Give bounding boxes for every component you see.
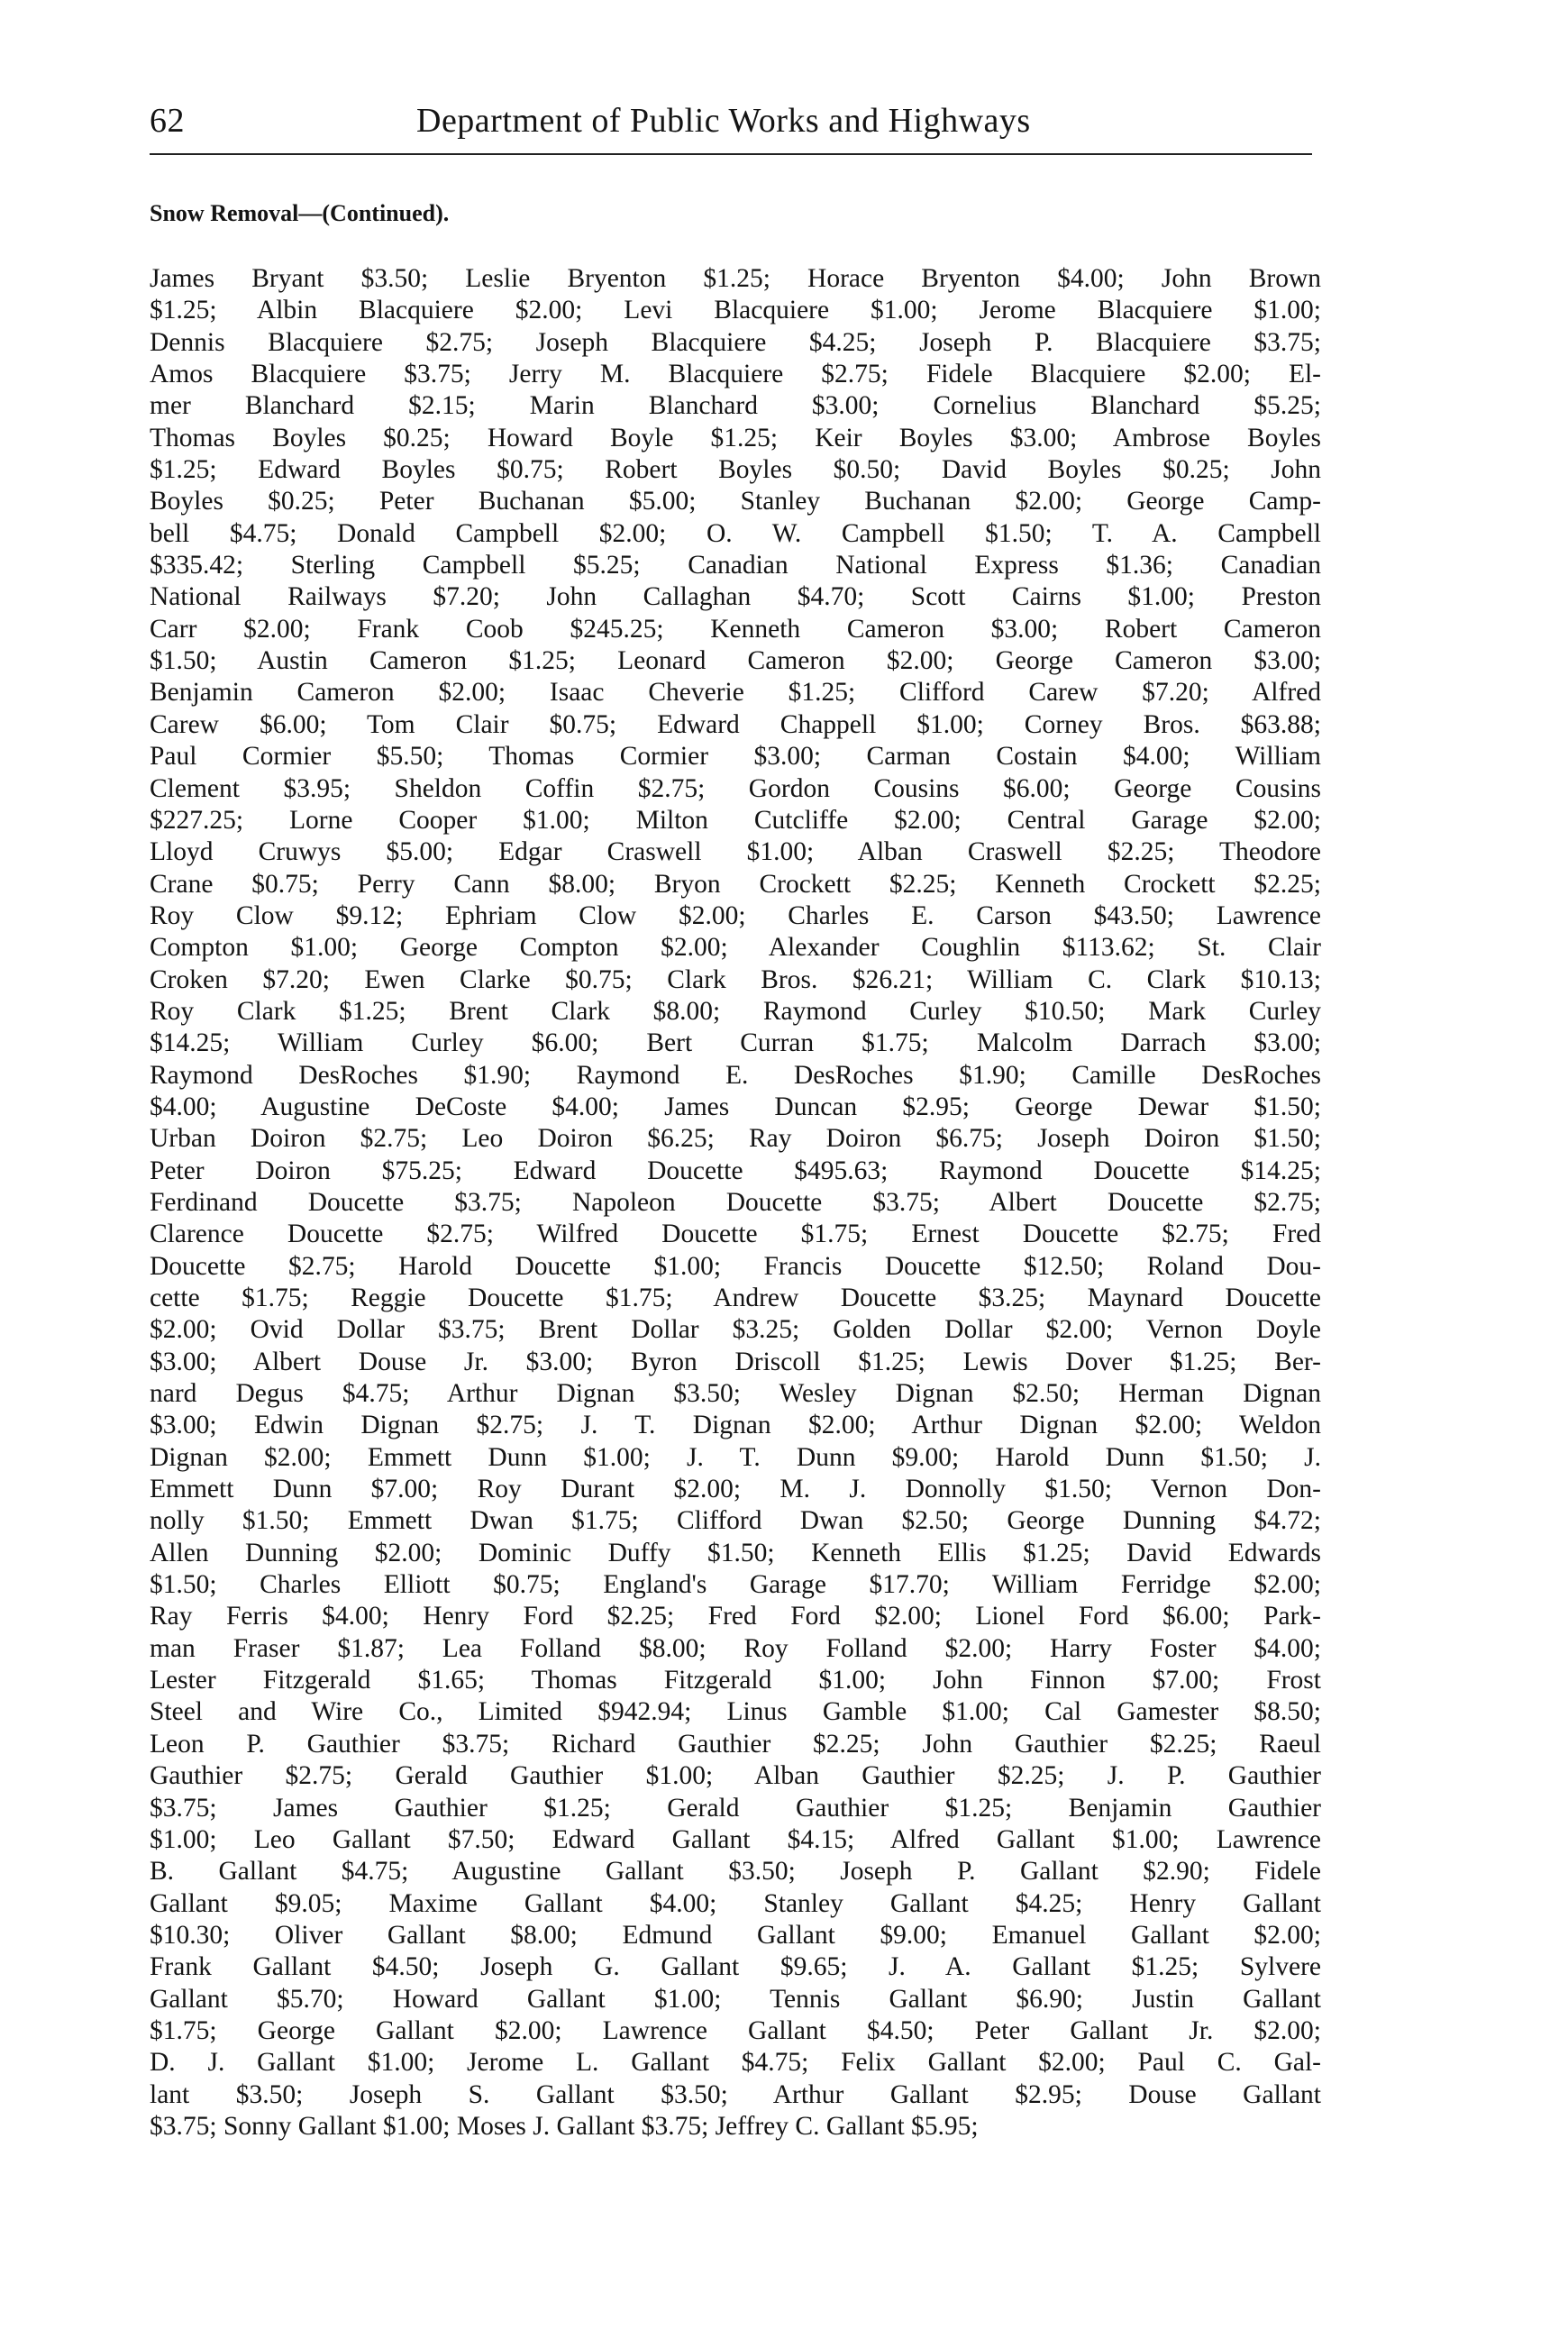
text-line: James Bryant $3.50; Leslie Bryenton $1.25; Horace Bryenton $4.00; John Brown xyxy=(150,264,1321,293)
text-line: $2.00; Ovid Dollar $3.75; Brent Dollar $3.25; Golden Dollar $2.00; Vernon Doyle xyxy=(150,1315,1321,1345)
text-line: nard Degus $4.75; Arthur Dignan $3.50; Wesley Dignan $2.50; Herman Dignan xyxy=(150,1379,1321,1409)
text-line: man Fraser $1.87; Lea Folland $8.00; Roy Folland $2.00; Harry Foster $4.00; xyxy=(150,1633,1321,1663)
text-line: cette $1.75; Reggie Doucette $1.75; Andrew Doucette $3.25; Maynard Doucette xyxy=(150,1284,1321,1312)
text-line: $335.42; Sterling Campbell $5.25; Canadian National Express $1.36; Canadian xyxy=(150,551,1321,580)
text-line: Compton $1.00; George Compton $2.00; Alexander Coughlin $113.62; St. Clair xyxy=(150,933,1321,963)
text-line: $10.30; Oliver Gallant $8.00; Edmund Gallant $9.00; Emanuel Gallant $2.00; xyxy=(150,1920,1321,1950)
text-line: Steel and Wire Co., Limited $942.94; Linus Gamble $1.00; Cal Gamester $8.50; xyxy=(150,1697,1321,1727)
running-title: Department of Public Works and Highways xyxy=(416,102,1031,140)
text-line: Emmett Dunn $7.00; Roy Durant $2.00; M. J. Donnolly $1.50; Vernon Don- xyxy=(150,1475,1321,1504)
text-line: Gallant $9.05; Maxime Gallant $4.00; Stanley Gallant $4.25; Henry Gallant xyxy=(150,1888,1321,1918)
text-line: B. Gallant $4.75; Augustine Gallant $3.50; Joseph P. Gallant $2.90; Fidele xyxy=(150,1857,1321,1887)
text-line: Amos Blacquiere $3.75; Jerry M. Blacquiere $2.75; Fidele Blacquiere $2.00; El- xyxy=(150,360,1321,389)
text-line: Ray Ferris $4.00; Henry Ford $2.25; Fred Ford $2.00; Lionel Ford $6.00; Park- xyxy=(150,1602,1321,1631)
running-head xyxy=(150,101,1321,155)
header-rule xyxy=(150,153,1312,155)
text-line: Paul Cormier $5.50; Thomas Cormier $3.00; Carman Costain $4.00; William xyxy=(150,742,1321,772)
text-line: nolly $1.50; Emmett Dwan $1.75; Clifford Dwan $2.50; George Dunning $4.72; xyxy=(150,1506,1321,1536)
text-line: Peter Doiron $75.25; Edward Doucette $495.63; Raymond Doucette $14.25; xyxy=(150,1156,1321,1185)
text-line: mer Blanchard $2.15; Marin Blanchard $3.00; Cornelius Blanchard $5.25; xyxy=(150,391,1321,421)
text-line: Allen Dunning $2.00; Dominic Duffy $1.50; Kenneth Ellis $1.25; David Edwards xyxy=(150,1538,1321,1567)
text-line: bell $4.75; Donald Campbell $2.00; O. W. Campbell $1.50; T. A. Campbell xyxy=(150,518,1321,548)
text-line: $3.75; Sonny Gallant $1.00; Moses J. Gallant $3.75; Jeffrey C. Gallant $5.95; xyxy=(150,2111,979,2141)
text-line: Ferdinand Doucette $3.75; Napoleon Doucette $3.75; Albert Doucette $2.75; xyxy=(150,1187,1321,1217)
text-line: Boyles $0.25; Peter Buchanan $5.00; Stanley Buchanan $2.00; George Camp- xyxy=(150,487,1321,516)
text-line: D. J. Gallant $1.00; Jerome L. Gallant $4.75; Felix Gallant $2.00; Paul C. Gal- xyxy=(150,2048,1321,2078)
text-line: lant $3.50; Joseph S. Gallant $3.50; Arthur Gallant $2.95; Douse Gallant xyxy=(150,2079,1321,2109)
text-line: Thomas Boyles $0.25; Howard Boyle $1.25; Keir Boyles $3.00; Ambrose Boyles xyxy=(150,423,1321,452)
text-line: $1.50; Charles Elliott $0.75; England's Garage $17.70; William Ferridge $2.00; xyxy=(150,1570,1321,1600)
text-line: Raymond DesRoches $1.90; Raymond E. DesRoches $1.90; Camille DesRoches xyxy=(150,1060,1321,1090)
text-line: Leon P. Gauthier $3.75; Richard Gauthier $2.25; John Gauthier $2.25; Raeul xyxy=(150,1729,1321,1759)
section-title: Snow Removal—(Continued). xyxy=(150,200,450,226)
text-line: $14.25; William Curley $6.00; Bert Curran $1.75; Malcolm Darrach $3.00; xyxy=(150,1028,1321,1058)
text-line: Gauthier $2.75; Gerald Gauthier $1.00; Alban Gauthier $2.25; J. P. Gauthier xyxy=(150,1761,1321,1791)
text-line: $1.25; Edward Boyles $0.75; Robert Boyles $0.50; David Boyles $0.25; John xyxy=(150,455,1321,485)
text-line: Benjamin Cameron $2.00; Isaac Cheverie $1.25; Clifford Carew $7.20; Alfred xyxy=(150,678,1321,708)
text-line: Dennis Blacquiere $2.75; Joseph Blacquiere $4.25; Joseph P. Blacquiere $3.75; xyxy=(150,327,1321,357)
text-line: $3.00; Albert Douse Jr. $3.00; Byron Driscoll $1.25; Lewis Dover $1.25; Ber- xyxy=(150,1347,1321,1376)
text-line: Carew $6.00; Tom Clair $0.75; Edward Chappell $1.00; Corney Bros. $63.88; xyxy=(150,709,1321,739)
text-line: Croken $7.20; Ewen Clarke $0.75; Clark Bros. $26.21; William C. Clark $10.13; xyxy=(150,964,1321,994)
text-line: Clarence Doucette $2.75; Wilfred Doucette $1.75; Ernest Doucette $2.75; Fred xyxy=(150,1220,1321,1249)
body-text xyxy=(150,263,1321,2143)
text-line: Roy Clow $9.12; Ephriam Clow $2.00; Charles E. Carson $43.50; Lawrence xyxy=(150,900,1321,930)
text-line: Urban Doiron $2.75; Leo Doiron $6.25; Ray Doiron $6.75; Joseph Doiron $1.50; xyxy=(150,1124,1321,1154)
text-line: Carr $2.00; Frank Coob $245.25; Kenneth Cameron $3.00; Robert Cameron xyxy=(150,614,1321,644)
page-number: 62 xyxy=(150,102,185,140)
text-line: $1.50; Austin Cameron $1.25; Leonard Cameron $2.00; George Cameron $3.00; xyxy=(150,646,1321,676)
text-line: Roy Clark $1.25; Brent Clark $8.00; Raymond Curley $10.50; Mark Curley xyxy=(150,996,1321,1026)
text-line: Dignan $2.00; Emmett Dunn $1.00; J. T. Dunn $9.00; Harold Dunn $1.50; J. xyxy=(150,1442,1321,1472)
text-line: $3.00; Edwin Dignan $2.75; J. T. Dignan $2.00; Arthur Dignan $2.00; Weldon xyxy=(150,1411,1321,1440)
text-line: $3.75; James Gauthier $1.25; Gerald Gauthier $1.25; Benjamin Gauthier xyxy=(150,1793,1321,1823)
text-line: $4.00; Augustine DeCoste $4.00; James Duncan $2.95; George Dewar $1.50; xyxy=(150,1092,1321,1121)
text-line: Frank Gallant $4.50; Joseph G. Gallant $9.65; J. A. Gallant $1.25; Sylvere xyxy=(150,1952,1321,1982)
text-line: Doucette $2.75; Harold Doucette $1.00; Francis Doucette $12.50; Roland Dou- xyxy=(150,1251,1321,1281)
text-line: Lester Fitzgerald $1.65; Thomas Fitzgerald $1.00; John Finnon $7.00; Frost xyxy=(150,1666,1321,1695)
text-line: $227.25; Lorne Cooper $1.00; Milton Cutcliffe $2.00; Central Garage $2.00; xyxy=(150,805,1321,835)
text-line: Clement $3.95; Sheldon Coffin $2.75; Gordon Cousins $6.00; George Cousins xyxy=(150,773,1321,803)
text-line: Crane $0.75; Perry Cann $8.00; Bryon Crockett $2.25; Kenneth Crockett $2.25; xyxy=(150,869,1321,899)
text-line: $1.25; Albin Blacquiere $2.00; Levi Blacquiere $1.00; Jerome Blacquiere $1.00; xyxy=(150,296,1321,325)
text-line: $1.00; Leo Gallant $7.50; Edward Gallant $4.15; Alfred Gallant $1.00; Lawrence xyxy=(150,1824,1321,1854)
text-line: National Railways $7.20; John Callaghan $4.70; Scott Cairns $1.00; Preston xyxy=(150,582,1321,612)
text-line: Lloyd Cruwys $5.00; Edgar Craswell $1.00; Alban Craswell $2.25; Theodore xyxy=(150,837,1321,867)
text-line: Gallant $5.70; Howard Gallant $1.00; Tennis Gallant $6.90; Justin Gallant xyxy=(150,1984,1321,2014)
text-line: $1.75; George Gallant $2.00; Lawrence Gallant $4.50; Peter Gallant Jr. $2.00; xyxy=(150,2015,1321,2045)
